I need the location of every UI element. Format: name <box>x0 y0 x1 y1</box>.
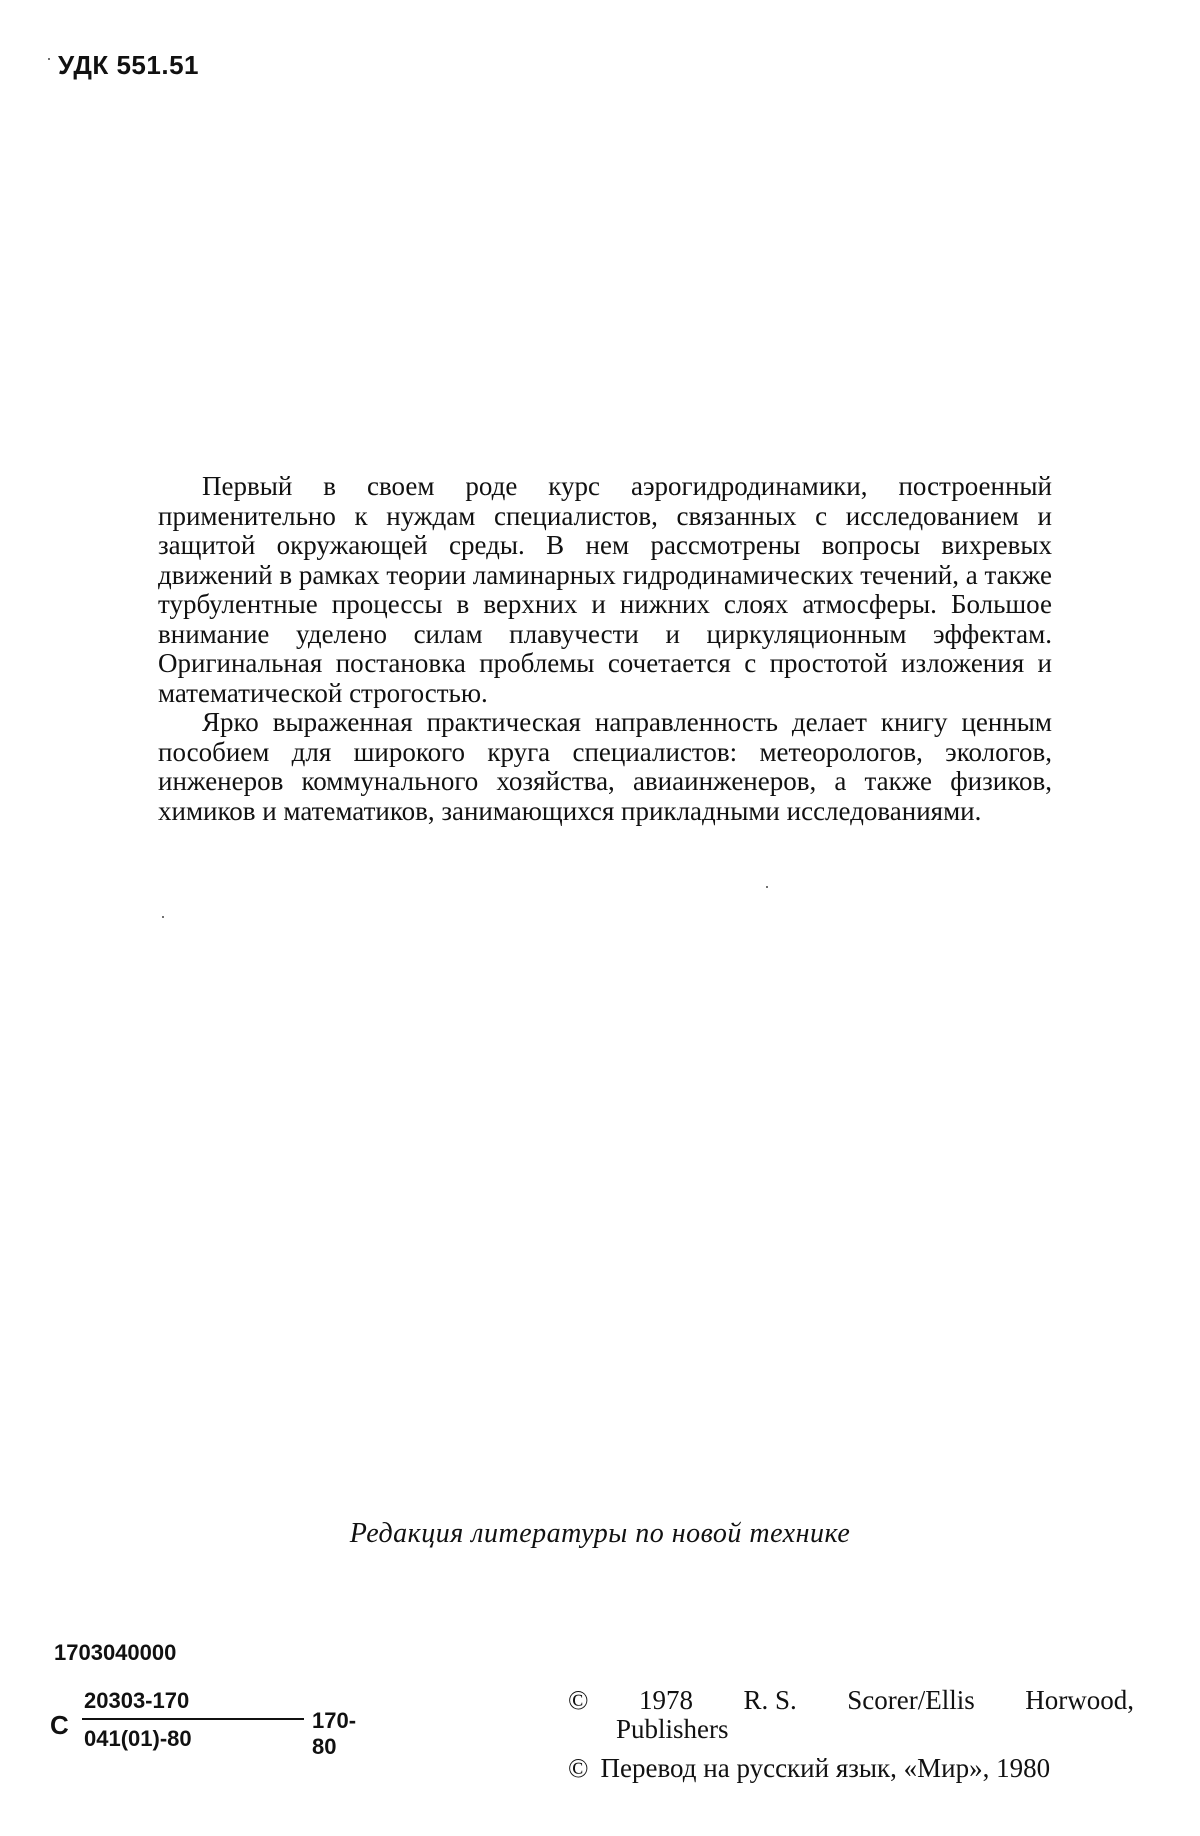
udk-code: УДК 551.51 <box>58 50 199 80</box>
index-code-prefix: С <box>50 1710 69 1740</box>
annotation-paragraph-1: Первый в своем роде курс аэрогидродинамики, построенный применительно к нуждам специалистов, связанных с исследованием и защитой окружающей среды. В нем рассмотрены вопросы вихревых движений в рамках теории ламинарных гидродинамических течений, а также турбулентные процессы в верхних и нижних слоях атмосферы. Большое внимание уделено силам плавучести и циркуляционным эффектам. Оригинальная постановка проблемы сочетается с простотой изложения и математической строгостью. <box>158 471 1052 708</box>
scan-speck <box>766 886 768 888</box>
editorial-department: Редакция литературы по новой технике <box>349 1518 851 1549</box>
original-copyright <box>568 1686 1134 1715</box>
copyright-publishers: Publishers <box>616 1714 729 1744</box>
book-annotation <box>158 472 1052 826</box>
annotation-paragraph-2: Ярко выраженная практическая направленность делает книгу ценным пособием для широкого круга специалистов: метеорологов, экологов, инженеров коммунального хозяйства, авиаинженеров, а также физиков, химиков и математиков, занимающихся прикладными исследованиями. <box>158 707 1052 826</box>
copyright-block <box>568 1686 1134 1783</box>
index-code-denominator: 041(01)-80 <box>84 1726 192 1751</box>
fraction-line <box>82 1718 304 1720</box>
price-code: 170-80 <box>312 1708 357 1759</box>
index-code <box>50 1688 370 1768</box>
index-code-numerator: 20303-170 <box>84 1688 190 1713</box>
translation-copyright-text: Перевод на русский язык, «Мир», 1980 <box>600 1753 1051 1783</box>
scan-speck <box>48 58 50 60</box>
copyright-initials: R. S. <box>743 1685 797 1715</box>
translation-copyright <box>568 1754 1134 1783</box>
copyright-year-original: 1978 <box>639 1685 693 1715</box>
copyright-org: Horwood, <box>1025 1685 1134 1715</box>
copyright-sign-translation: © <box>568 1753 589 1783</box>
scan-speck <box>162 916 164 918</box>
catalog-number: 1703040000 <box>54 1640 177 1665</box>
copyright-names: Scorer/Ellis <box>847 1685 975 1715</box>
copyright-sign-original: © <box>568 1685 589 1715</box>
